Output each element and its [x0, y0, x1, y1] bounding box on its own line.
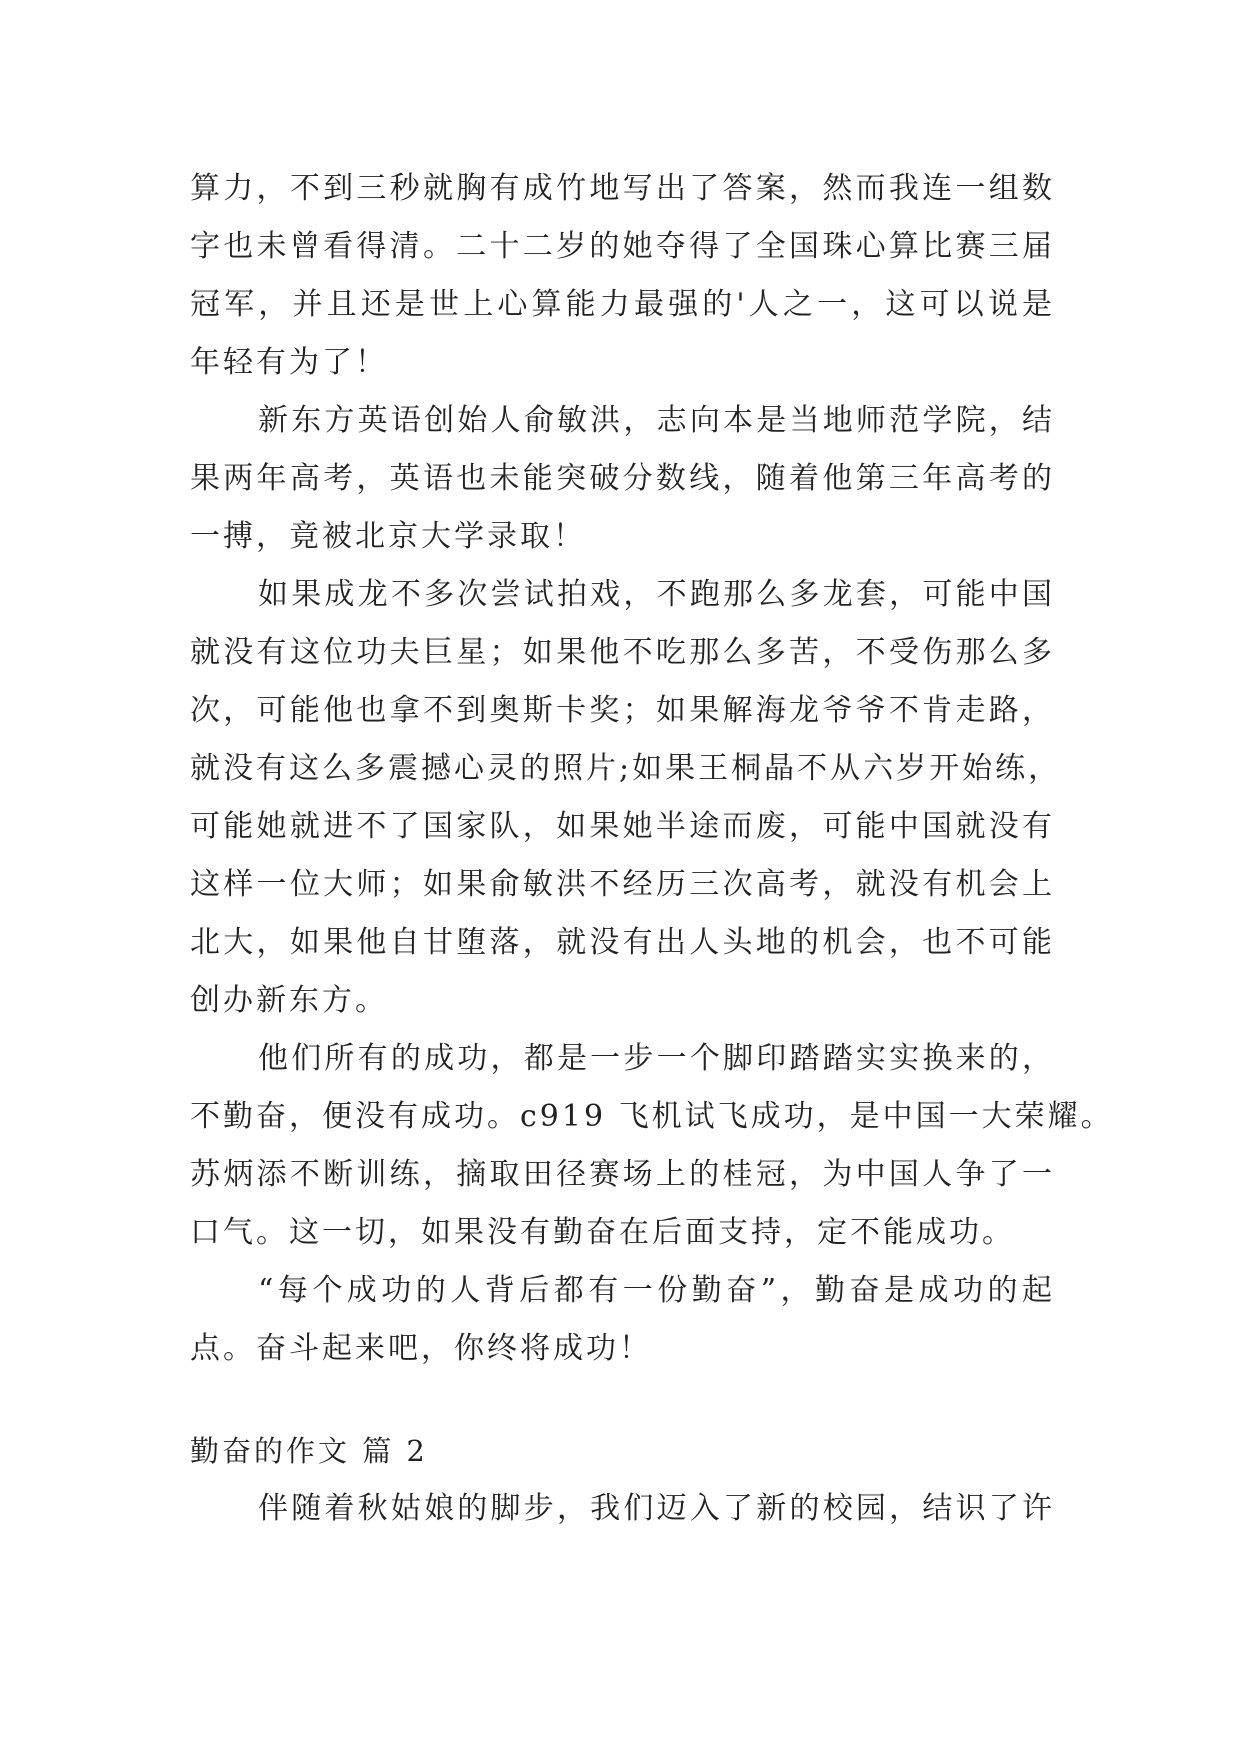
text-line: 不勤奋，便没有成功。c919 飞机试飞成功，是中国一大荣耀。 [190, 1099, 1114, 1134]
paragraph [190, 1030, 1114, 1262]
text-line: 年轻有为了！ [190, 345, 388, 380]
text-line: 口气。这一切，如果没有勤奋在后面支持，定不能成功。 [190, 1215, 1015, 1250]
paragraph [190, 566, 1062, 1030]
section-spacer [190, 1378, 1055, 1422]
text-line: 就没有这么多震撼心灵的照片;如果王桐晶不从六岁开始练， [190, 751, 1062, 786]
text-line: 新东方英语创始人俞敏洪，志向本是当地师范学院，结 [258, 403, 1055, 438]
text-line: 这样一位大师；如果俞敏洪不经历三次高考，就没有机会上 [190, 867, 1055, 902]
section-heading: 勤奋的作文 篇 2 [190, 1434, 428, 1468]
text-line: 北大，如果他自甘堕落，就没有出人头地的机会，也不可能 [190, 925, 1055, 960]
text-line: 如果成龙不多次尝试拍戏，不跑那么多龙套，可能中国 [258, 577, 1055, 612]
text-line: 果两年高考，英语也未能突破分数线，随着他第三年高考的 [190, 461, 1055, 496]
text-line: 他们所有的成功，都是一步一个脚印踏踏实实换来的， [258, 1041, 1055, 1076]
text-line: 就没有这位功夫巨星；如果他不吃那么多苦，不受伤那么多 [190, 635, 1055, 670]
text-line: 点。奋斗起来吧，你终将成功！ [190, 1331, 652, 1366]
document-body [190, 160, 1114, 1538]
text-line: “每个成功的人背后都有一份勤奋”，勤奋是成功的起 [258, 1273, 1055, 1308]
text-line: 冠军，并且还是世上心算能力最强的'人之一，这可以说是 [190, 287, 1055, 322]
text-line: 苏炳添不断训练，摘取田径赛场上的桂冠，为中国人争了一 [190, 1157, 1055, 1192]
paragraph [190, 392, 1055, 566]
text-line: 可能她就进不了国家队，如果她半途而废，可能中国就没有 [190, 809, 1055, 844]
paragraph [190, 160, 1055, 392]
paragraph [190, 1262, 1055, 1378]
text-line: 算力，不到三秒就胸有成竹地写出了答案，然而我连一组数 [190, 171, 1055, 206]
text-line: 次，可能他也拿不到奥斯卡奖；如果解海龙爷爷不肯走路， [190, 693, 1055, 728]
text-line: 创办新东方。 [190, 983, 388, 1018]
text-line: 一搏，竟被北京大学录取！ [190, 519, 586, 554]
text-line: 字也未曾看得清。二十二岁的她夺得了全国珠心算比赛三届 [190, 229, 1055, 264]
text-line: 伴随着秋姑娘的脚步，我们迈入了新的校园，结识了许 [258, 1491, 1055, 1526]
